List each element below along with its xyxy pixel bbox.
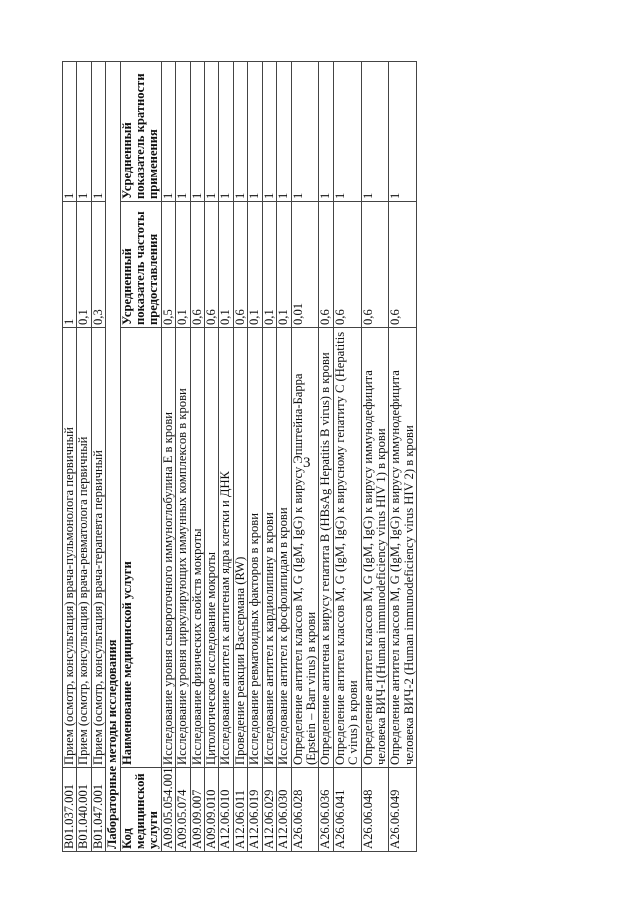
table-row: [205, 62, 219, 852]
multiplicity-value: 1: [233, 62, 247, 202]
service-code: A09.05.074: [176, 768, 190, 852]
service-code: A12.06.010: [219, 768, 233, 852]
service-code: A26.06.049: [389, 768, 417, 852]
service-code: A26.06.041: [333, 768, 361, 852]
service-code: A09.05.054.001: [161, 768, 175, 852]
header-name: Наименование медицинской услуги: [120, 328, 161, 768]
frequency-value: 0,1: [176, 202, 190, 328]
frequency-value: 0,6: [361, 202, 389, 328]
multiplicity-value: 1: [205, 62, 219, 202]
service-code: A26.06.028: [291, 768, 319, 852]
table-row: [277, 62, 291, 852]
multiplicity-value: 1: [77, 62, 91, 202]
service-name: Определение антител классов M, G (IgM, IgG) к вирусу Эпштейна-Барра (Epstein – Barr virus) в крови: [291, 328, 319, 768]
multiplicity-value: 1: [319, 62, 333, 202]
service-name: Прием (осмотр, консультация) врача-пульмонолога первичный: [63, 328, 77, 768]
service-name: Определение антигена к вирусу гепатита B (HBsAg Hepatitis B virus) в крови: [319, 328, 333, 768]
service-code: A26.06.048: [361, 768, 389, 852]
service-name: Исследование уровня сывороточного иммуноглобулина Е в крови: [161, 328, 175, 768]
table-row: [361, 62, 389, 852]
service-name: Прием (осмотр, консультация) врача-терапевта первичный: [91, 328, 105, 768]
multiplicity-value: 1: [333, 62, 361, 202]
service-code: A12.06.011: [233, 768, 247, 852]
multiplicity-value: 1: [389, 62, 417, 202]
table-row: [389, 62, 417, 852]
services-table: [62, 61, 417, 852]
service-code: B01.047.001: [91, 768, 105, 852]
table-row: [333, 62, 361, 852]
multiplicity-value: 1: [277, 62, 291, 202]
service-name: Прием (осмотр, консультация) врача-ревматолога первичный: [77, 328, 91, 768]
service-code: A12.06.029: [262, 768, 276, 852]
multiplicity-value: 1: [161, 62, 175, 202]
multiplicity-value: 1: [176, 62, 190, 202]
frequency-value: 0,5: [161, 202, 175, 328]
service-name: Проведение реакции Вассермана (RW): [233, 328, 247, 768]
multiplicity-value: 1: [361, 62, 389, 202]
frequency-value: 0,6: [190, 202, 204, 328]
frequency-value: 0,01: [291, 202, 319, 328]
page-number: 3: [303, 455, 311, 471]
section-title: Лабораторные методы исследования: [106, 62, 120, 852]
multiplicity-value: 1: [63, 62, 77, 202]
service-name: Исследование антител к кардиолипину в крови: [262, 328, 276, 768]
service-name: Исследование физических свойств мокроты: [190, 328, 204, 768]
table-row: [291, 62, 319, 852]
service-code: A12.06.030: [277, 768, 291, 852]
table-row: [319, 62, 333, 852]
section-row: [106, 62, 120, 852]
multiplicity-value: 1: [262, 62, 276, 202]
service-name: Исследование уровня циркулирующих иммунных комплексов в крови: [176, 328, 190, 768]
table-row: [63, 62, 77, 852]
service-name: Исследование ревматоидных факторов в крови: [248, 328, 262, 768]
frequency-value: 0,1: [248, 202, 262, 328]
table-row: [219, 62, 233, 852]
frequency-value: 0,1: [219, 202, 233, 328]
frequency-value: 0,1: [277, 202, 291, 328]
service-code: A12.06.019: [248, 768, 262, 852]
table-row: [161, 62, 175, 852]
service-name: Определение антител классов M, G (IgM, IgG) к вирусному гепатиту C (Hepatitis C virus) в крови: [333, 328, 361, 768]
service-name: Исследование антител к антигенам ядра клетки и ДНК: [219, 328, 233, 768]
table-row: [233, 62, 247, 852]
frequency-value: 1: [63, 202, 77, 328]
frequency-value: 0,1: [262, 202, 276, 328]
rotated-table-page: [62, 62, 637, 852]
frequency-value: 0,6: [319, 202, 333, 328]
service-code: A09.09.007: [190, 768, 204, 852]
header-code: Код медицинской услуги: [120, 768, 161, 852]
service-code: A26.06.036: [319, 768, 333, 852]
table-row: [176, 62, 190, 852]
multiplicity-value: 1: [248, 62, 262, 202]
multiplicity-value: 1: [91, 62, 105, 202]
header-multiplicity: Усредненный показатель кратности применения: [120, 62, 161, 202]
service-name: Определение антител классов M, G (IgM, IgG) к вирусу иммунодефицита человека ВИЧ-2 (Human immunodeficiency virus HIV 2) в крови: [389, 328, 417, 768]
frequency-value: 0,6: [233, 202, 247, 328]
service-code: B01.040.001: [77, 768, 91, 852]
multiplicity-value: 1: [291, 62, 319, 202]
frequency-value: 0,6: [389, 202, 417, 328]
service-name: Цитологическое исследование мокроты: [205, 328, 219, 768]
header-frequency: Усредненный показатель частоты предоставления: [120, 202, 161, 328]
table-row: [262, 62, 276, 852]
service-name: Определение антител классов M, G (IgM, IgG) к вирусу иммунодефицита человека ВИЧ-1(Human immunodeficiency virus HIV 1) в крови: [361, 328, 389, 768]
frequency-value: 0,3: [91, 202, 105, 328]
table-row: [248, 62, 262, 852]
frequency-value: 0,6: [205, 202, 219, 328]
frequency-value: 0,6: [333, 202, 361, 328]
service-code: B01.037.001: [63, 768, 77, 852]
table-row: [91, 62, 105, 852]
frequency-value: 0,1: [77, 202, 91, 328]
table-row: [190, 62, 204, 852]
multiplicity-value: 1: [190, 62, 204, 202]
service-code: A09.09.010: [205, 768, 219, 852]
table-row: [77, 62, 91, 852]
multiplicity-value: 1: [219, 62, 233, 202]
service-name: Исследование антител к фосфолипидам в крови: [277, 328, 291, 768]
header-row: [120, 62, 161, 852]
